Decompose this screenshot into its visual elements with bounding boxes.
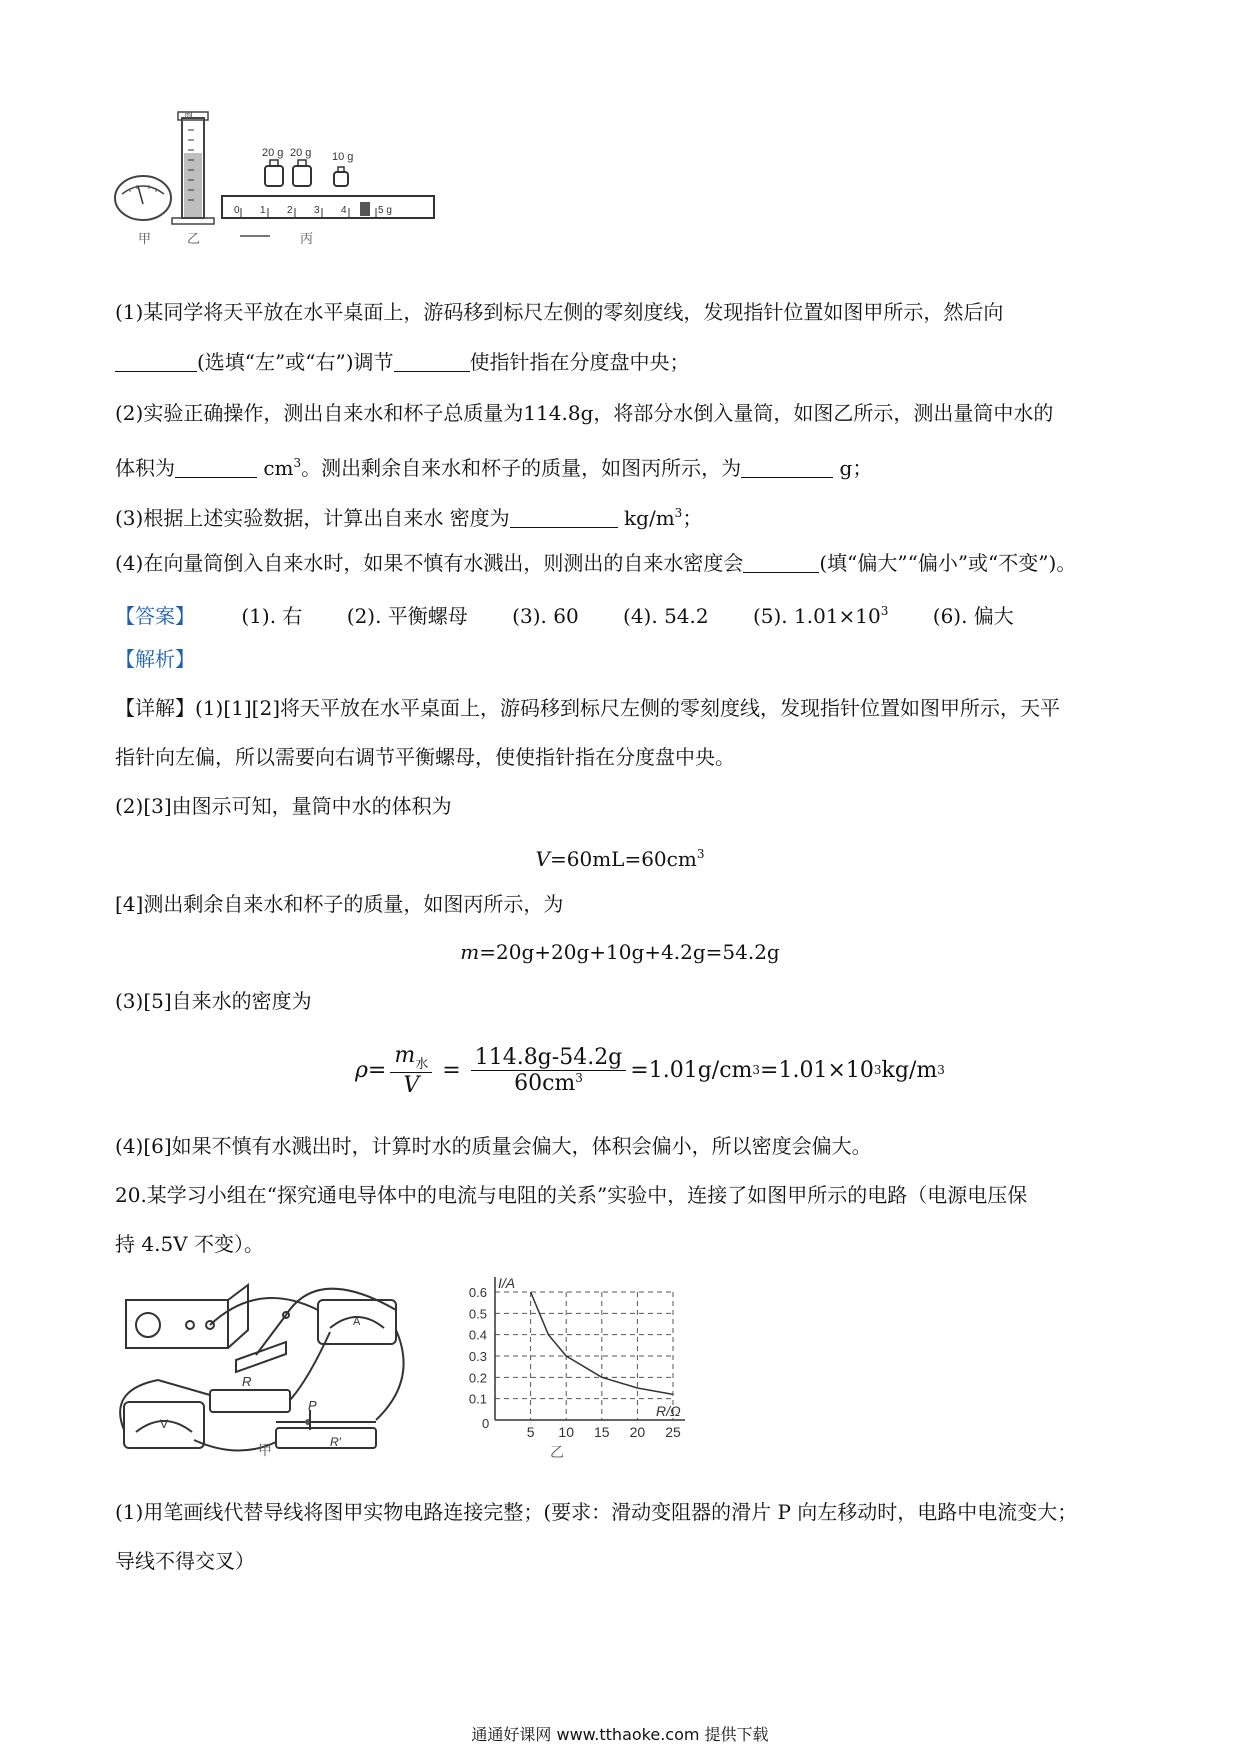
q20-line2: 持 4.5V 不变）。 [115, 1232, 264, 1256]
analysis-tag: 【解析】 [115, 647, 195, 671]
x-tick-label: 10 [558, 1424, 574, 1440]
blank-2[interactable] [394, 351, 470, 372]
scale-tick-1: 1 [260, 205, 266, 216]
weight-label-1: 20 g [262, 147, 284, 159]
answer-6: (6). 偏大 [932, 604, 1014, 628]
equation-mass: m=20g+20g+10g+4.2g=54.2g [460, 940, 780, 964]
origin-label: 0 [482, 1416, 490, 1431]
fig1-label-yi: 乙 [187, 231, 201, 246]
fig1-label-jia: 甲 [138, 231, 152, 246]
detail-line4: [4]测出剩余自来水和杯子的质量，如图丙所示，为 [115, 892, 564, 916]
x-axis-label: R/Ω [656, 1403, 681, 1419]
blank-3[interactable] [175, 457, 257, 478]
footer: 通通好课网 www.tthaoke.com 提供下载 [471, 1725, 769, 1744]
blank-4[interactable] [741, 457, 833, 478]
label-A: A [353, 1316, 361, 1328]
beam-scale [222, 196, 434, 218]
fig2-label-jia: 甲 [258, 1442, 272, 1458]
scale-tick-3: 3 [314, 205, 320, 216]
weight-label-2: 20 g [290, 147, 312, 159]
y-axis-label: I/A [498, 1275, 516, 1291]
y-tick-label: 0.3 [468, 1349, 487, 1364]
q1-line1: (1)某同学将天平放在水平桌面上，游码移到标尺左侧的零刻度线，发现指针位置如图甲所示，然后向 [115, 300, 1004, 324]
answer-4: (4). 54.2 [623, 604, 709, 628]
q20-1-line2: 导线不得交叉） [115, 1549, 255, 1573]
detail-line5: (3)[5]自来水的密度为 [115, 989, 312, 1013]
q1-line2: (选填“左”或“右”)调节 使指针指在分度盘中央； [115, 348, 690, 376]
x-tick-label: 5 [526, 1424, 535, 1440]
balance-dial-figure [115, 176, 171, 220]
measuring-cylinder [172, 112, 214, 224]
detail-line1: 【详解】(1)[1][2]将天平放在水平桌面上，游码移到标尺左侧的零刻度线，发现指针位置如图甲所示，天平 [115, 696, 1060, 720]
answer-3: (3). 60 [512, 604, 579, 628]
x-tick-label: 15 [594, 1424, 610, 1440]
x-tick-label: 25 [665, 1424, 681, 1440]
answer-1: (1). 右 [241, 604, 303, 628]
detail-line2: 指针向左偏，所以需要向右调节平衡螺母，使使指针指在分度盘中央。 [115, 745, 735, 769]
q3-line: (3)根据上述实验数据，计算出自来水 密度为 $kg/m^3$； [115, 506, 703, 530]
q4-line: (4)在向量筒倒入自来水时，如果不慎有水溅出，则测出的自来水密度会 (填“偏大”“偏小”或“不变”)。 [115, 551, 1077, 575]
y-tick-label: 0.6 [468, 1285, 487, 1300]
label-V: V [160, 1417, 169, 1431]
scale-tick-5: 5 g [378, 205, 392, 216]
detail-tag: 【详解】 [115, 696, 195, 720]
figure-balance-cylinder-weights [110, 108, 450, 268]
weight-label-3: 10 g [332, 151, 354, 163]
chart-grid [495, 1292, 673, 1420]
y-tick-label: 0.4 [468, 1327, 487, 1343]
q2-line1: (2)实验正确操作，测出自来水和杯子总质量为114.8g，将部分水倒入量筒，如图乙所示，测出量筒中水的 [115, 401, 1054, 425]
series-line [531, 1292, 673, 1394]
fig1-label-bing: 丙 [300, 231, 314, 246]
scale-tick-0: 0 [234, 205, 240, 216]
blank-1[interactable] [115, 351, 197, 372]
fig2-label-yi: 乙 [550, 1444, 564, 1460]
detail-line6: (4)[6]如果不慎有水溅出时，计算时水的质量会偏大，体积会偏小，所以密度会偏大。 [115, 1134, 872, 1158]
figure-circuit [118, 1270, 438, 1460]
label-R: R [242, 1374, 252, 1389]
chart-current-vs-resistance [440, 1272, 700, 1462]
detail-line3: (2)[3]由图示可知，量筒中水的体积为 [115, 794, 452, 818]
scale-tick-2: 2 [287, 205, 293, 216]
cylinder-unit: ml [185, 112, 193, 119]
equation-volume: $V=60mL=60cm^3$ [535, 847, 705, 871]
answer-line [115, 597, 1052, 630]
label-Rprime: R′ [330, 1435, 341, 1449]
q20-line1: 20.某学习小组在“探究通电导体中的电流与电阻的关系”实验中，连接了如图甲所示的电路（电源电压保 [115, 1183, 1028, 1207]
answer-5: (5). $1.01\times 10^3$ [752, 604, 889, 628]
blank-6[interactable] [743, 552, 819, 573]
q2-line2: 体积为 $cm^3$。测出剩余自来水和杯子的质量，如图丙所示，为 g； [115, 456, 873, 480]
answer-tag: 【答案】 [115, 604, 195, 628]
label-P: P [308, 1398, 317, 1413]
answer-2: (2). 平衡螺母 [346, 604, 468, 628]
scale-tick-4: 4 [341, 205, 347, 216]
blank-5[interactable] [510, 507, 618, 528]
weights [265, 160, 348, 186]
y-tick-label: 0.2 [468, 1370, 487, 1386]
equation-density: ρ= $m_水$ V = $\frac{114.8g-54.2g}{60cm^3}$ =1.01g/cm 3 =1.01×10 3 kg/m 3 [355, 1042, 945, 1098]
q20-1-line1: (1)用笔画线代替导线将图甲实物电路连接完整；(要求：滑动变阻器的滑片 P 向左移动时，电路中电流变大； [115, 1500, 1078, 1524]
y-tick-label: 0.5 [468, 1306, 487, 1322]
y-tick-label: 0.1 [468, 1391, 487, 1407]
x-tick-label: 20 [629, 1424, 646, 1440]
